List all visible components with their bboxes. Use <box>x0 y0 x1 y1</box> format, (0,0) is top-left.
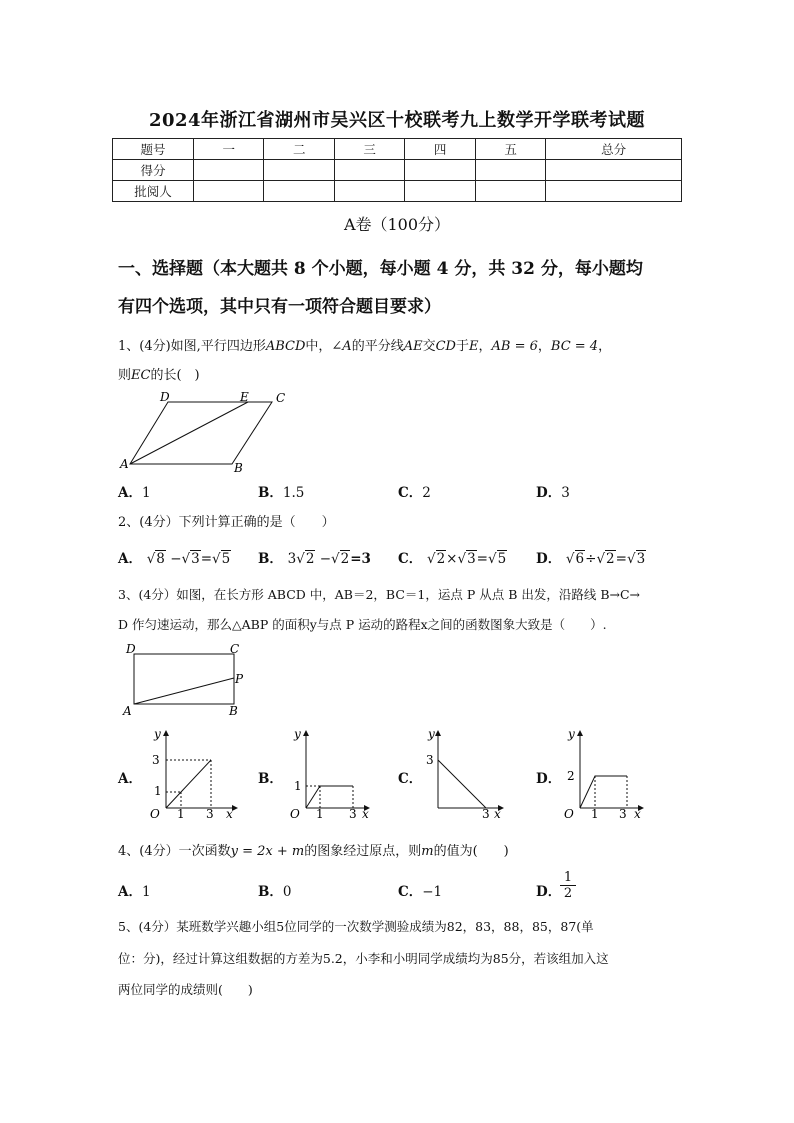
q2-option-b[interactable]: B． 3√2 −√2=3 <box>258 551 371 567</box>
q1-math: BC = 4 <box>550 339 599 354</box>
x-label: x <box>226 807 233 820</box>
option-value: 3 <box>561 485 570 501</box>
fraction-numerator: 1 <box>563 870 573 885</box>
q3-option-b-graph[interactable] <box>282 728 382 820</box>
option-letter: D． <box>536 551 562 567</box>
y-label: y <box>154 728 161 741</box>
option-value: 2 <box>422 485 431 501</box>
radicand: 3 <box>467 551 476 567</box>
rectangle-abcd <box>134 654 234 704</box>
label-c: C <box>230 642 240 656</box>
x-axis-arrow <box>232 805 238 811</box>
score-cell <box>475 160 545 181</box>
q1-text: ， <box>478 339 492 354</box>
y-label: y <box>428 728 435 741</box>
volume-heading: A卷（100分） <box>343 215 451 234</box>
q5-stem-line3: 两位同学的成绩则( ) <box>118 982 253 997</box>
score-cell <box>334 160 404 181</box>
option-value: 0 <box>282 884 292 900</box>
header-cell: 总分 <box>546 139 682 160</box>
tick-label: 3 <box>619 807 627 820</box>
radicand: 6 <box>575 551 585 567</box>
q1-math: AE <box>403 339 423 354</box>
origin-label: O <box>564 807 574 820</box>
score-table-header-row <box>113 139 682 160</box>
y-axis-arrow <box>577 730 583 736</box>
tick-label: 1 <box>177 807 185 820</box>
q4-text: 4、(4分）一次函数 <box>118 844 231 859</box>
y-axis-arrow <box>163 730 169 736</box>
option-letter: D． <box>536 884 562 900</box>
tick-label: 3 <box>152 753 160 767</box>
option-letter: C． <box>398 884 423 900</box>
option-value: 1 <box>141 485 151 501</box>
radicand: 2 <box>305 551 315 567</box>
bisector-ae <box>130 402 248 464</box>
q4-stem <box>118 840 509 859</box>
radicand: 8 <box>156 551 165 567</box>
q3-option-d-letter[interactable]: D． <box>536 771 562 787</box>
q4-text: 的值为( ) <box>433 844 509 859</box>
q2-option-c[interactable]: C． √2×√3=√5 <box>398 551 507 567</box>
tick-label: 1 <box>154 784 162 798</box>
q1-parallelogram-figure <box>118 388 318 476</box>
operator: × <box>446 551 458 567</box>
x-label: x <box>362 807 369 820</box>
q1-text: 的长( ) <box>150 368 200 383</box>
q2-option-d[interactable]: D． √6÷√2=√3 <box>536 551 646 567</box>
tick-label: 1 <box>316 807 324 820</box>
q1-text: 则 <box>118 368 132 383</box>
origin-label: O <box>150 807 160 820</box>
reviewer-row <box>113 181 682 202</box>
radicand: 5 <box>221 551 231 567</box>
q1-text: 中，∠ <box>305 339 343 354</box>
equals: = <box>200 551 213 567</box>
operator: − <box>170 551 182 567</box>
q1-math: CD <box>435 339 456 354</box>
q1-text: ， <box>598 339 612 354</box>
q3-stem-line2: D 作匀速运动，那么△ABP 的面积y与点 P 运动的路程x之间的函数图象大致是（ ）. <box>118 617 607 632</box>
q3-stem-line1: 3、(4分）如图，在长方形 ABCD 中，AB＝2，BC＝1，运点 P 从点 B 出发，沿路线 B→C→ <box>118 587 641 602</box>
score-row <box>113 160 682 181</box>
option-letter: A． <box>118 551 142 567</box>
q1-text: ， <box>537 339 551 354</box>
score-cell <box>194 160 264 181</box>
q3-option-b-letter[interactable]: B． <box>258 771 283 787</box>
equals: = <box>476 551 488 567</box>
q3-option-c-graph[interactable] <box>414 728 514 820</box>
option-letter: B． <box>258 884 283 900</box>
reviewer-cell <box>475 181 545 202</box>
y-axis-arrow <box>303 730 309 736</box>
x-label: x <box>494 807 501 820</box>
header-cell: 三 <box>334 139 404 160</box>
tick-label: 3 <box>482 807 490 820</box>
graph-line <box>438 760 486 808</box>
q3-option-a-letter[interactable]: A． <box>118 771 142 787</box>
coefficient: 3 <box>287 551 297 567</box>
equals: = <box>615 551 627 567</box>
q4-option-d[interactable] <box>536 880 561 900</box>
option-letter: B． <box>258 551 283 567</box>
tick-label: 3 <box>426 753 434 767</box>
q2-option-a[interactable]: A． √8 −√3=√5 <box>118 551 231 567</box>
graph-line <box>306 786 353 808</box>
y-label: y <box>568 728 575 741</box>
q1-option-b[interactable] <box>258 481 304 501</box>
fraction-denominator: 2 <box>560 885 576 901</box>
reviewer-cell <box>334 181 404 202</box>
label-d: D <box>126 642 136 656</box>
radicand: 2 <box>436 551 446 567</box>
radicand: 2 <box>606 551 615 567</box>
option-letter: B． <box>258 485 283 501</box>
reviewer-cell <box>194 181 264 202</box>
q4-text: 的图象经过原点，则 <box>304 844 422 859</box>
label-b: B <box>229 704 238 718</box>
radicand: 5 <box>497 551 507 567</box>
q2-stem: 2、(4分）下列计算正确的是（ ） <box>118 515 335 530</box>
option-letter: A． <box>118 884 142 900</box>
q4-expression: y = 2x + m <box>230 844 305 859</box>
tick-label: 1 <box>294 779 302 793</box>
q4-math: m <box>421 844 434 859</box>
q1-stem-line1 <box>118 335 611 354</box>
label-p: P <box>235 672 244 686</box>
reviewer-cell <box>546 181 682 202</box>
q3-option-d-graph[interactable] <box>556 728 656 820</box>
row-label: 批阅人 <box>113 181 194 202</box>
header-cell: 五 <box>475 139 545 160</box>
radicand: 2 <box>340 551 350 567</box>
row-label: 得分 <box>113 160 194 181</box>
q4-option-a[interactable] <box>118 880 151 900</box>
option-letter: D． <box>536 485 562 501</box>
score-cell <box>405 160 475 181</box>
y-axis-arrow <box>435 730 441 736</box>
label-c: C <box>276 391 286 405</box>
option-value: 1.5 <box>282 485 305 501</box>
reviewer-cell <box>264 181 334 202</box>
q3-rectangle-figure <box>118 640 258 720</box>
segment-ap <box>134 678 234 704</box>
label-a: A <box>123 704 132 718</box>
exam-title: 2024年浙江省湖州市吴兴区十校联考九上数学开学联考试题 <box>148 110 646 131</box>
radicand: 3 <box>636 551 646 567</box>
q3-option-c-letter[interactable]: C． <box>398 771 423 787</box>
option-letter: C． <box>398 485 423 501</box>
q1-math: ABCD <box>265 339 306 354</box>
q1-math: EC <box>131 368 151 383</box>
parallelogram-abcd <box>130 402 272 464</box>
section-heading-line1: 一、选择题（本大题共 8 个小题，每小题 4 分，共 32 分，每小题均 <box>118 259 643 279</box>
q1-text: 的平分线 <box>351 339 404 354</box>
operator: ÷ <box>585 551 597 567</box>
tick-label: 3 <box>349 807 357 820</box>
graph-line <box>580 776 627 808</box>
q1-text: 1、(4分)如图,平行四边形 <box>118 339 266 354</box>
q3-option-a-graph[interactable] <box>142 728 242 820</box>
radicand: 3 <box>191 551 200 567</box>
header-cell: 四 <box>405 139 475 160</box>
y-label: y <box>294 728 301 741</box>
label-a: A <box>120 457 129 471</box>
header-cell: 题号 <box>113 139 194 160</box>
q1-math: A <box>342 339 352 354</box>
tick-label: 2 <box>567 769 575 783</box>
tick-label: 1 <box>591 807 599 820</box>
q1-math: E <box>469 339 479 354</box>
label-d: D <box>160 390 170 404</box>
header-cell: 二 <box>264 139 334 160</box>
q1-option-d[interactable] <box>536 481 570 501</box>
section-heading-line2: 有四个选项，其中只有一项符合题目要求） <box>118 297 441 317</box>
q1-text: 于 <box>455 339 469 354</box>
score-table <box>112 138 682 202</box>
q4-option-c[interactable] <box>398 880 442 900</box>
graph-line <box>166 760 211 808</box>
q4-option-d-fraction <box>560 870 576 901</box>
label-e: E <box>240 390 249 404</box>
q1-option-c[interactable] <box>398 481 431 501</box>
q1-option-a[interactable] <box>118 481 151 501</box>
option-value: 1 <box>141 884 151 900</box>
q4-option-b[interactable] <box>258 880 292 900</box>
label-b: B <box>234 461 243 475</box>
score-cell <box>546 160 682 181</box>
q1-stem-line2 <box>118 364 200 383</box>
option-value: −1 <box>422 884 443 900</box>
tick-label: 3 <box>206 807 214 820</box>
reviewer-cell <box>405 181 475 202</box>
q1-text: 交 <box>422 339 436 354</box>
option-letter: A． <box>118 485 142 501</box>
q1-math: AB = 6 <box>491 339 538 354</box>
x-label: x <box>634 807 641 820</box>
q5-stem-line2: 位：分)，经过计算这组数据的方差为5.2，小李和小明同学成绩均为85分，若该组加入这 <box>118 951 609 966</box>
operator: − <box>319 551 332 567</box>
q5-stem-line1: 5、(4分）某班数学兴趣小组5位同学的一次数学测验成绩为82，83，88，85，87(单 <box>118 919 594 934</box>
header-cell: 一 <box>194 139 264 160</box>
option-letter: C． <box>398 551 423 567</box>
score-cell <box>264 160 334 181</box>
origin-label: O <box>290 807 300 820</box>
equals: =3 <box>350 551 371 567</box>
